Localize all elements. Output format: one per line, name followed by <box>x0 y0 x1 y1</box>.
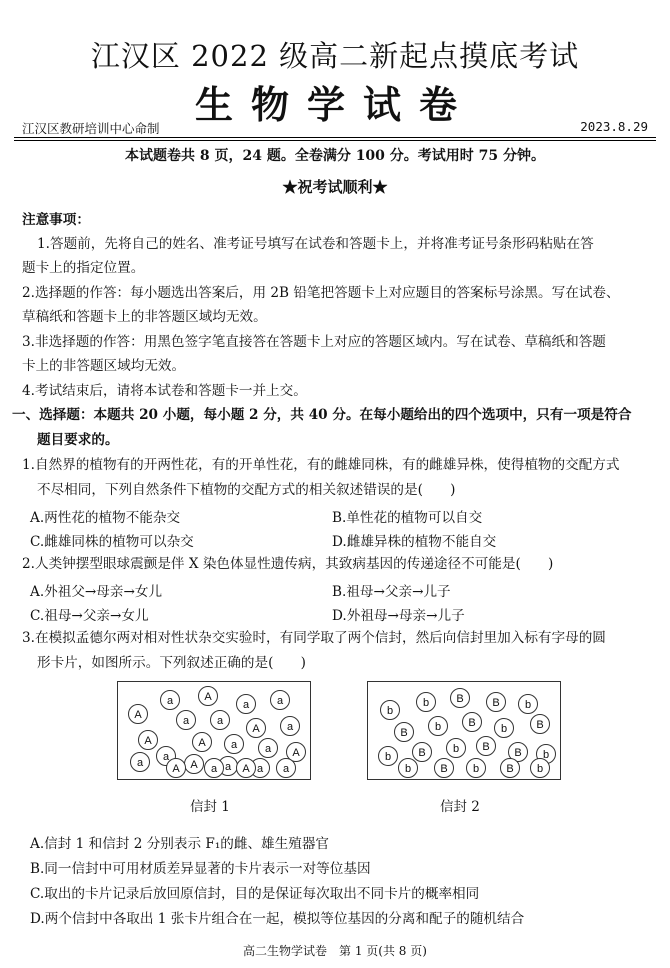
note-3-line-1: 3.非选择题的作答：用黑色签字笔直接答在答题卡上对应的答题区域内。写在试卷、草稿纸和答题 <box>22 334 606 350</box>
q1-stem-line-2: 不尽相同，下列自然条件下植物的交配方式的相关叙述错误的是( ) <box>37 482 456 498</box>
envelope-2-card-label: B <box>400 727 408 739</box>
envelope-1-card-label: a <box>166 695 174 707</box>
envelope-2-card-label: b <box>422 697 430 709</box>
envelope-2-card-label: b <box>524 699 532 711</box>
section-1-heading-cont: 题目要求的。 <box>37 432 119 448</box>
note-2-line-2: 草稿纸和答题卡上的非答题区域均无效。 <box>22 309 267 325</box>
q1-stem-line-1: 1.自然界的植物有的开两性花，有的开单性花，有的雌雄同株，有的雌雄异株，使得植物的交配方式 <box>22 457 620 473</box>
envelope-2-card-label: B <box>440 763 448 775</box>
envelope-2-card-label: B <box>536 719 544 731</box>
q3-option-a: A.信封 1 和信封 2 分别表示 F₁的雌、雄生殖器官 <box>30 836 330 852</box>
envelope-2-card-label: B <box>482 741 490 753</box>
envelope-1-card-label: A <box>204 691 212 703</box>
header-rule-bottom <box>14 140 656 141</box>
envelope-2-card-label: b <box>404 763 412 775</box>
subject-title: 生物学试卷 <box>194 82 475 127</box>
header-rule-top <box>14 137 656 138</box>
q2-option-b: B.祖母→父亲→儿子 <box>332 584 451 600</box>
envelope-1-card-label: a <box>242 699 250 711</box>
q1-option-a: A.两性花的植物不能杂交 <box>30 510 181 526</box>
envelope-2-card-label: b <box>434 721 442 733</box>
page-footer: 高二生物学试卷 第 1 页(共 8 页) <box>243 944 427 958</box>
note-1-line-1: 1.答题前，先将自己的姓名、准考证号填写在试卷和答题卡上，并将准考证号条形码粘贴在答 <box>37 236 594 252</box>
envelope-1-card-label: a <box>282 763 290 775</box>
envelope-1-card-label: A <box>144 735 152 747</box>
q1-option-b: B.单性花的植物可以自交 <box>332 510 483 526</box>
envelope-1-card-label: A <box>198 737 206 749</box>
date-label: 2023.8.29 <box>580 119 648 134</box>
note-4: 4.考试结束后，请将本试卷和答题卡一并上交。 <box>22 383 307 399</box>
q3-option-d: D.两个信封中各取出 1 张卡片组合在一起，模拟等位基因的分离和配子的随机结合 <box>30 911 525 927</box>
envelope-1-card-label: a <box>216 715 224 727</box>
envelope-1-card-label: A <box>242 763 250 775</box>
envelope-2-card-label: b <box>386 705 394 717</box>
envelope-1-card-label: A <box>252 723 260 735</box>
envelope-2-card-label: B <box>492 697 500 709</box>
envelope-2-caption: 信封 2 <box>440 799 480 815</box>
envelope-2-card-label: b <box>500 723 508 735</box>
envelope-2-card-label: b <box>452 743 460 755</box>
envelope-2-card-label: b <box>542 749 550 761</box>
envelope-2-card-label: B <box>468 717 476 729</box>
envelope-2-cards <box>368 682 560 779</box>
envelope-1-card-label: a <box>276 695 284 707</box>
author-label: 江汉区教研培训中心命制 <box>22 121 160 136</box>
envelope-2-card-label: b <box>472 763 480 775</box>
envelope-1-card-label: A <box>172 763 180 775</box>
q2-option-a: A.外祖父→母亲→女儿 <box>30 584 163 600</box>
envelope-1-card-label: a <box>256 763 264 775</box>
q2-option-c: C.祖母→父亲→女儿 <box>30 608 149 624</box>
envelope-1-card-label: A <box>190 759 198 771</box>
envelope-1-figure <box>117 681 311 780</box>
envelope-2-card-label: B <box>418 747 426 759</box>
envelope-1-card-label: a <box>286 721 294 733</box>
wish-line: ★祝考试顺利★ <box>282 178 388 196</box>
note-1-line-2: 题卡上的指定位置。 <box>22 260 145 276</box>
envelope-1-card-label: a <box>224 761 232 773</box>
note-2-line-1: 2.选择题的作答：每小题选出答案后，用 2B 铅笔把答题卡上对应题目的答案标号涂黑。写在试卷、 <box>22 285 620 301</box>
envelope-1-caption: 信封 1 <box>190 799 230 815</box>
q1-option-d: D.雌雄异株的植物不能自交 <box>332 534 497 550</box>
envelope-2-card-label: B <box>456 693 464 705</box>
q3-stem-line-2: 形卡片，如图所示。下列叙述正确的是( ) <box>37 655 306 671</box>
q2-stem: 2.人类钟摆型眼球震颤是伴 X 染色体显性遗传病，其致病基因的传递途径不可能是( ) <box>22 556 554 572</box>
q3-stem-line-1: 3.在模拟孟德尔两对相对性状杂交实验时，有同学取了两个信封，然后向信封里加入标有字母的圆 <box>22 630 606 646</box>
q1-option-c: C.雌雄同株的植物可以杂交 <box>30 534 194 550</box>
envelope-2-card-label: b <box>384 751 392 763</box>
exam-title: 江汉区 2022 级高二新起点摸底考试 <box>90 39 580 73</box>
envelope-2-card-label: B <box>514 747 522 759</box>
section-1-heading: 一、选择题：本题共 20 小题，每小题 2 分，共 40 分。在每小题给出的四个选项中，只有一项是符合 <box>12 407 632 423</box>
notes-heading: 注意事项： <box>22 212 90 228</box>
envelope-1-card-label: a <box>162 751 170 763</box>
q3-option-b: B.同一信封中可用材质差异显著的卡片表示一对等位基因 <box>30 861 371 877</box>
q2-option-d: D.外祖母→母亲→儿子 <box>332 608 465 624</box>
envelope-2-card-label: B <box>506 763 514 775</box>
envelope-1-card-label: a <box>264 743 272 755</box>
envelope-1-cards <box>118 682 310 779</box>
envelope-2-figure <box>367 681 561 780</box>
envelope-1-card-label: a <box>182 715 190 727</box>
envelope-1-card-label: a <box>230 739 238 751</box>
envelope-1-card-label: a <box>136 757 144 769</box>
q3-option-c: C.取出的卡片记录后放回原信封，目的是保证每次取出不同卡片的概率相同 <box>30 886 480 902</box>
envelope-1-card-label: a <box>210 763 218 775</box>
envelope-2-card-label: b <box>536 763 544 775</box>
exam-info: 本试题卷共 8 页，24 题。全卷满分 100 分。考试用时 75 分钟。 <box>124 148 546 164</box>
envelope-1-card-label: A <box>292 747 300 759</box>
note-3-line-2: 卡上的非答题区域均无效。 <box>22 358 186 374</box>
envelope-1-card-label: A <box>134 709 142 721</box>
